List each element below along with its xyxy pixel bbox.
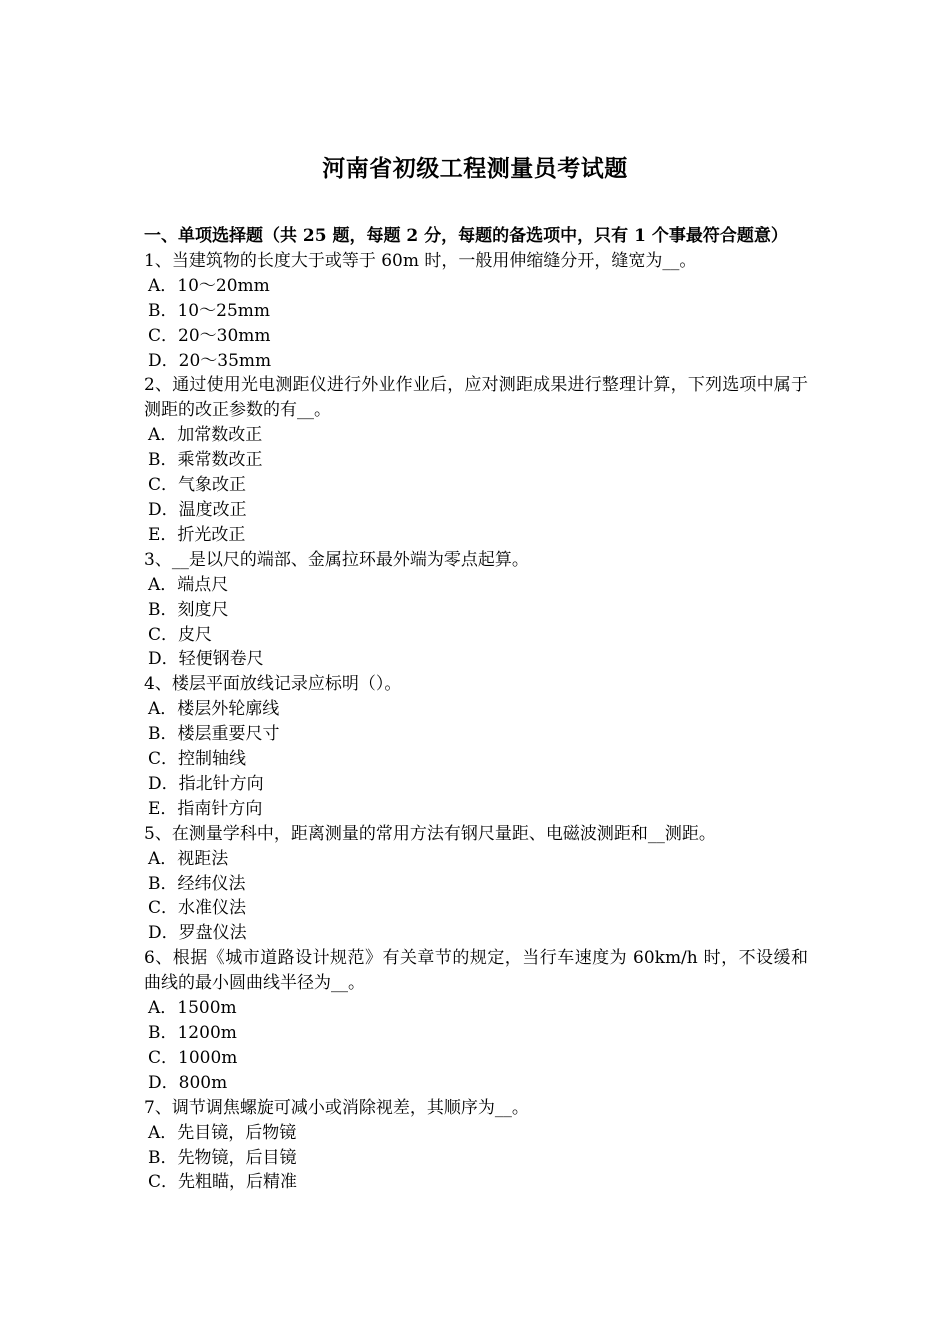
option-c: C．先粗瞄，后精准 [148, 1172, 298, 1193]
question-3 [144, 548, 808, 673]
option-c: C．20～30mm [148, 325, 271, 346]
option-e: E．折光改正 [148, 524, 246, 545]
option-b: B．1200m [148, 1023, 237, 1043]
question-7 [144, 1096, 808, 1196]
question-2 [144, 373, 808, 547]
option-d: D．罗盘仪法 [148, 923, 247, 944]
option-b: B．经纬仪法 [148, 873, 246, 894]
option-c: C．1000m [148, 1047, 238, 1068]
option-c: C．控制轴线 [148, 749, 247, 770]
question-1 [144, 249, 808, 374]
option-b: B．楼层重要尺寸 [148, 724, 280, 745]
option-c: C．气象改正 [148, 475, 247, 496]
option-d: D．800m [148, 1072, 228, 1093]
question-stem: 6、根据《城市道路设计规范》有关章节的规定，当行车速度为 60km/h 时，不设缓和曲线的最小圆曲线半径为__。 [144, 948, 808, 994]
question-5 [144, 822, 808, 947]
option-list [144, 423, 808, 548]
option-d: D．轻便钢卷尺 [148, 649, 264, 670]
option-list [144, 274, 808, 374]
option-list [144, 1121, 808, 1196]
option-a: A．先目镜，后物镜 [148, 1122, 297, 1143]
document-title: 河南省初级工程测量员考试题 [322, 155, 628, 182]
option-b: B．乘常数改正 [148, 450, 263, 471]
option-c: C．皮尺 [148, 624, 213, 645]
option-b: B．先物镜，后目镜 [148, 1147, 297, 1168]
question-stem: 2、通过使用光电测距仪进行外业作业后，应对测距成果进行整理计算，下列选项中属于测距的改正参数的有__。 [144, 375, 808, 421]
option-d: D．指北针方向 [148, 773, 264, 794]
option-a: A．视距法 [148, 848, 229, 869]
option-a: A．1500m [148, 998, 237, 1019]
option-a: A．端点尺 [148, 574, 229, 595]
option-a: A．楼层外轮廓线 [148, 699, 280, 720]
document-body [144, 224, 808, 1195]
option-d: D．温度改正 [148, 499, 247, 520]
question-stem: 5、在测量学科中，距离测量的常用方法有钢尺量距、电磁波测距和__测距。 [144, 823, 716, 844]
option-list [144, 847, 808, 947]
option-a: A．加常数改正 [148, 425, 263, 446]
option-a: A．10～20mm [148, 275, 270, 296]
option-d: D．20～35mm [148, 350, 272, 371]
option-list [144, 573, 808, 673]
question-stem: 4、楼层平面放线记录应标明（）。 [144, 674, 402, 695]
option-b: B．刻度尺 [148, 599, 229, 620]
section-heading: 一、单项选择题（共 25 题，每题 2 分，每题的备选项中，只有 1 个事最符合题意） [144, 226, 788, 246]
question-stem: 3、__是以尺的端部、金属拉环最外端为零点起算。 [144, 549, 529, 570]
option-list [144, 996, 808, 1096]
question-stem: 1、当建筑物的长度大于或等于 60m 时，一般用伸缩缝分开，缝宽为__。 [144, 250, 697, 271]
question-stem: 7、调节调焦螺旋可减小或消除视差，其顺序为__。 [144, 1097, 529, 1118]
question-6 [144, 946, 808, 1095]
option-c: C．水准仪法 [148, 898, 247, 919]
option-e: E．指南针方向 [148, 798, 263, 819]
question-4 [144, 672, 808, 821]
option-b: B．10～25mm [148, 300, 270, 321]
option-list [144, 697, 808, 822]
